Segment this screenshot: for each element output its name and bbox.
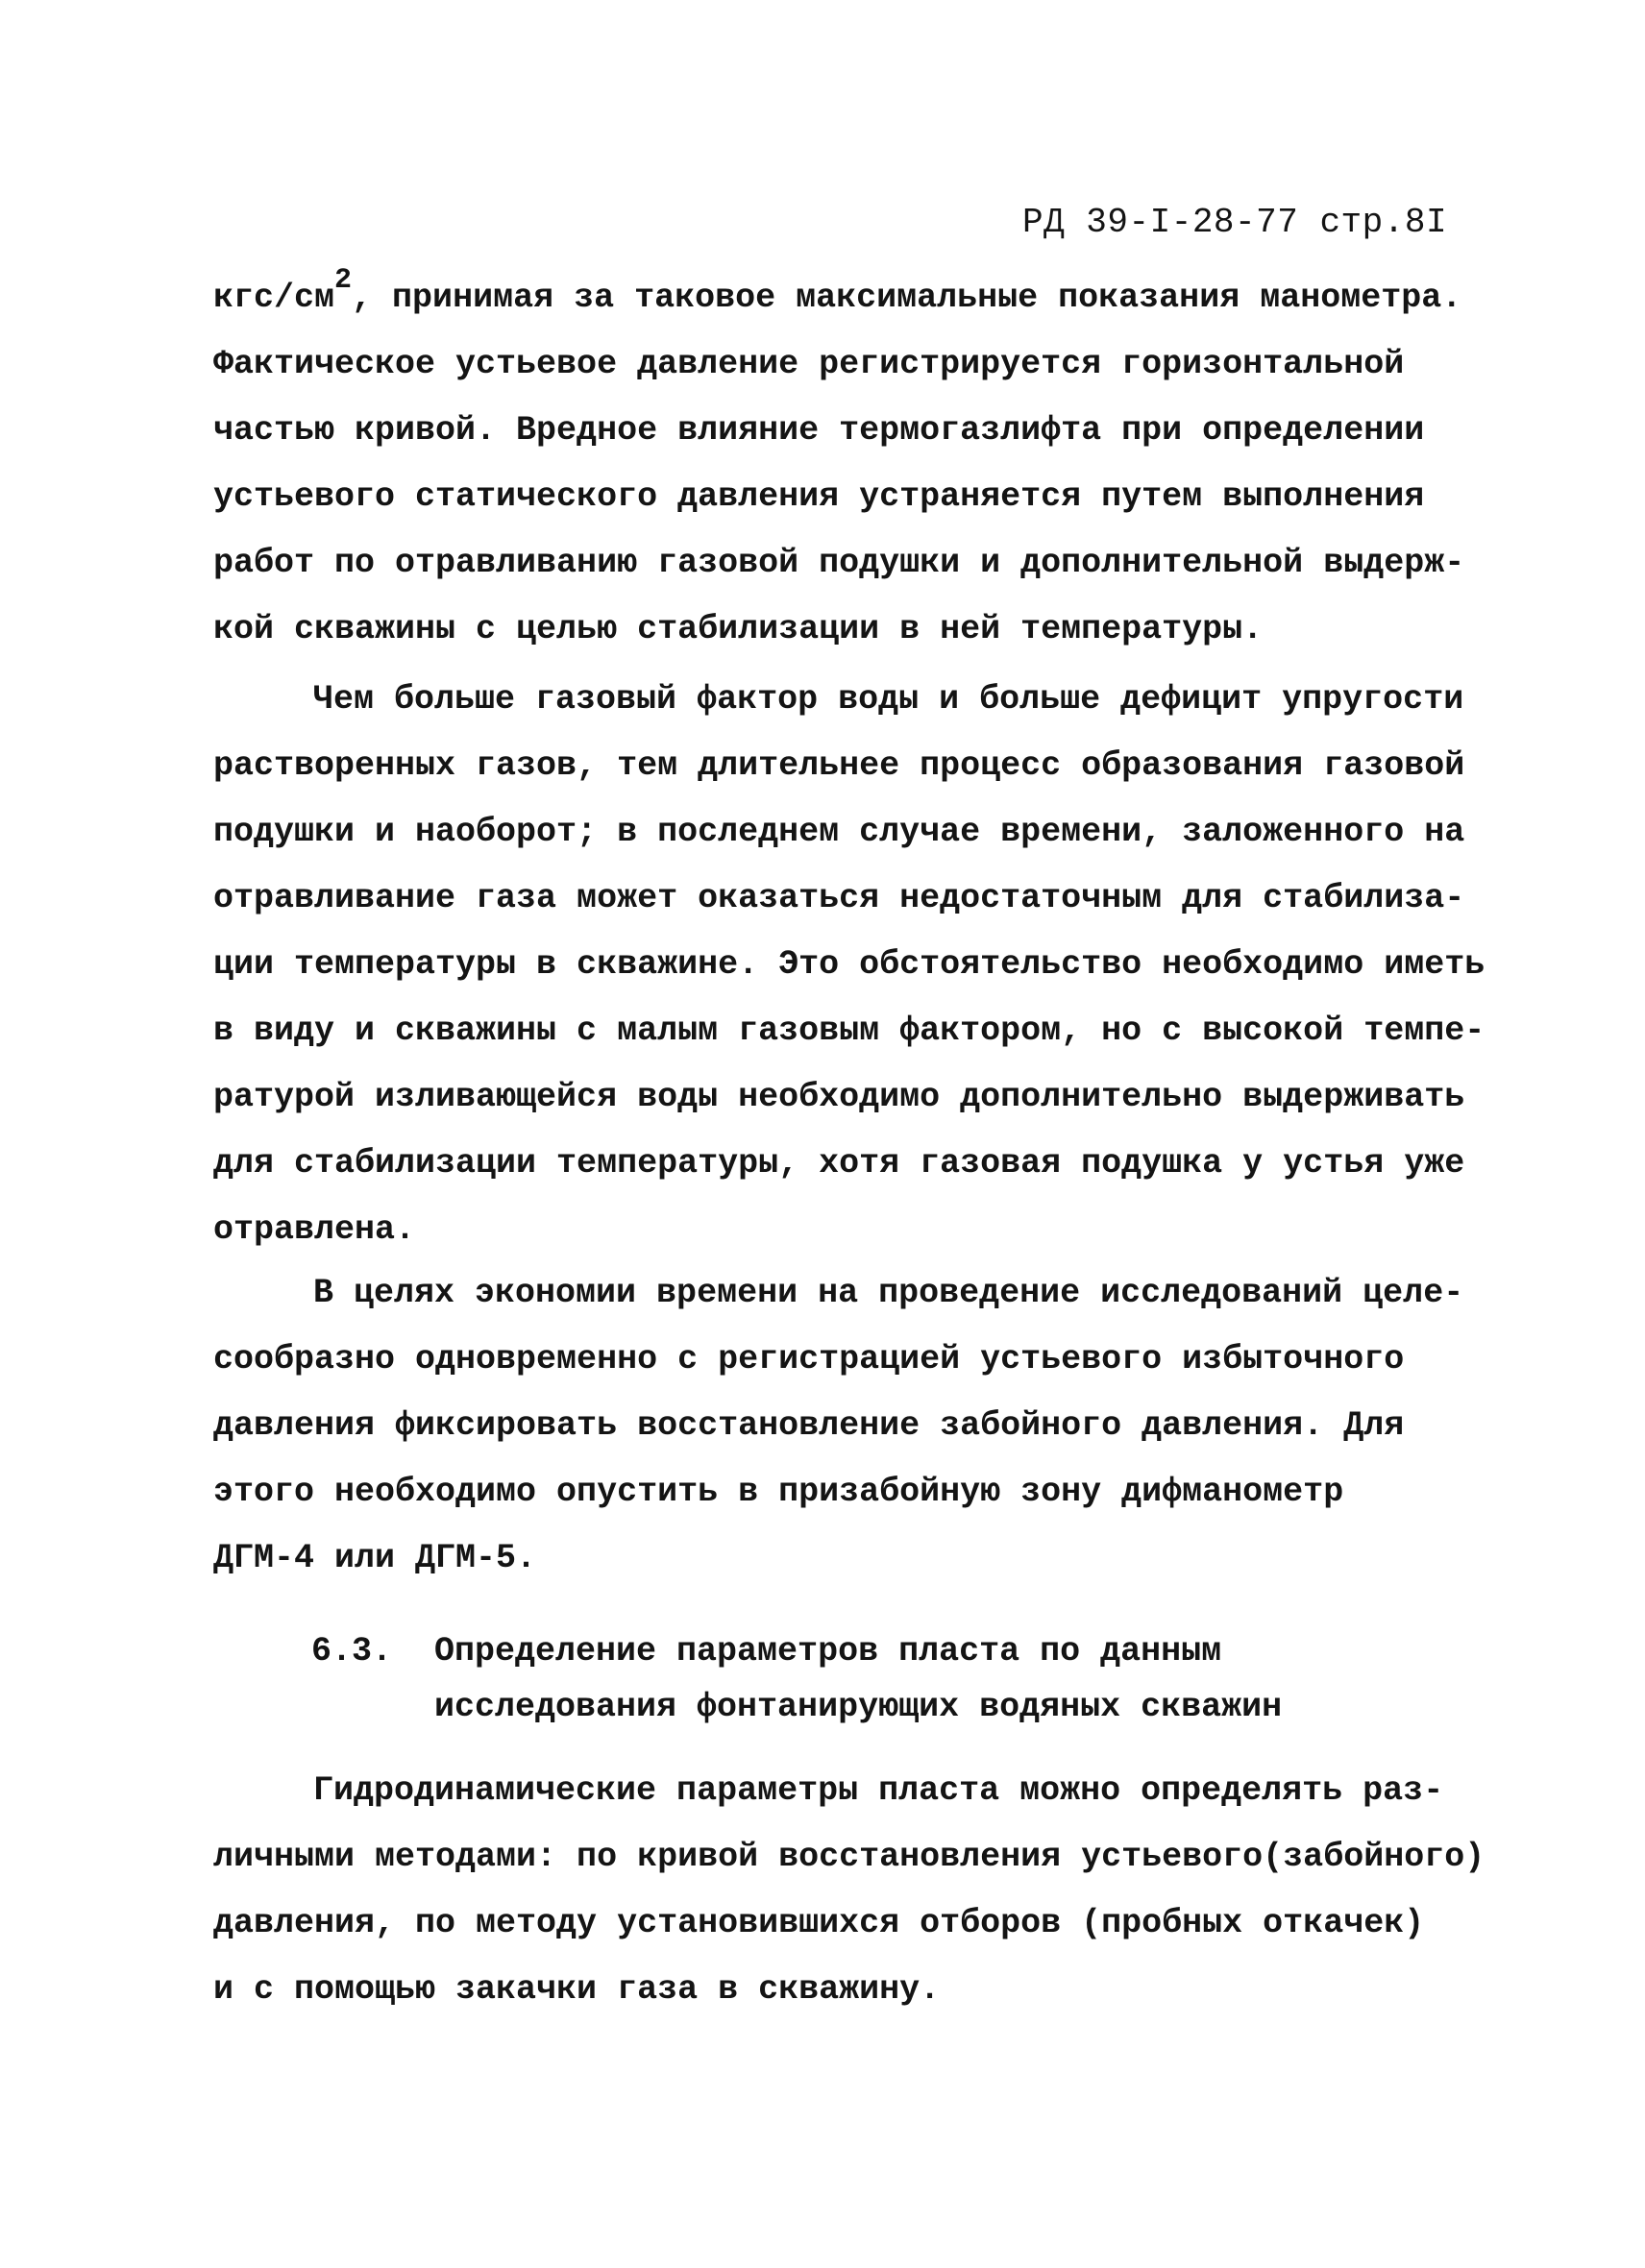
paragraph-4	[213, 1758, 1491, 2023]
text-line: подушки и наоборот; в последнем случае времени, заложенного на	[213, 813, 1465, 851]
text-line: кой скважины с целью стабилизации в ней температуры.	[213, 610, 1264, 648]
text-line: Гидродинамические параметры пласта можно определять раз-	[313, 1771, 1444, 1810]
text-line: отравлена.	[213, 1210, 416, 1249]
text-line: для стабилизации температуры, хотя газовая подушка у устья уже	[213, 1144, 1465, 1183]
text-line: Фактическое устьевое давление регистрируется горизонтальной	[213, 345, 1405, 383]
doc-reference: РД 39-I-28-77 стр.8I	[1022, 203, 1448, 242]
text-segment: , принимая за таковое максимальные показания манометра.	[352, 279, 1462, 317]
paragraph-3	[213, 1260, 1491, 1592]
page-header	[1022, 200, 1447, 246]
unit-text: кгс/см	[213, 279, 335, 317]
text-line: устьевого статического давления устраняется путем выполнения	[213, 477, 1425, 516]
superscript: 2	[334, 264, 353, 297]
text-line: сообразно одновременно с регистрацией устьевого избыточного	[213, 1340, 1405, 1378]
section-title-line-2: исследования фонтанирующих водяных скважин	[434, 1688, 1283, 1726]
text-line: давления, по методу установившихся отборов (пробных откачек)	[213, 1904, 1425, 1942]
paragraph-2	[213, 667, 1491, 1263]
text-line: давления фиксировать восстановление забойного давления. Для	[213, 1406, 1405, 1445]
text-line	[213, 265, 1491, 331]
text-line: этого необходимо опустить в призабойную зону дифманометр	[213, 1473, 1344, 1511]
section-number: 6.3.	[311, 1632, 393, 1671]
text-line: в виду и скважины с малым газовым фактором, но с высокой темпе-	[213, 1012, 1485, 1050]
text-line: и с помощью закачки газа в скважину.	[213, 1970, 941, 2009]
text-line: ции температуры в скважине. Это обстоятельство необходимо иметь	[213, 945, 1485, 984]
paragraph-1	[213, 265, 1491, 663]
text-line: ДГМ-4 или ДГМ-5.	[213, 1539, 537, 1577]
text-line: Чем больше газовый фактор воды и больше дефицит упругости	[313, 680, 1464, 719]
text-line: личными методами: по кривой восстановления устьевого(забойного)	[213, 1838, 1485, 1876]
text-line: растворенных газов, тем длительнее процесс образования газовой	[213, 746, 1465, 785]
text-line: В целях экономии времени на проведение исследований целе-	[313, 1274, 1464, 1312]
section-heading	[311, 1623, 1282, 1735]
section-title-line-1: Определение параметров пласта по данным	[434, 1632, 1222, 1671]
text-line: отравливание газа может оказаться недостаточным для стабилиза-	[213, 879, 1465, 917]
text-line: частью кривой. Вредное влияние термогазлифта при определении	[213, 411, 1425, 450]
text-line: работ по отравливанию газовой подушки и дополнительной выдерж-	[213, 544, 1465, 582]
text-line: ратурой изливающейся воды необходимо дополнительно выдерживать	[213, 1078, 1465, 1116]
